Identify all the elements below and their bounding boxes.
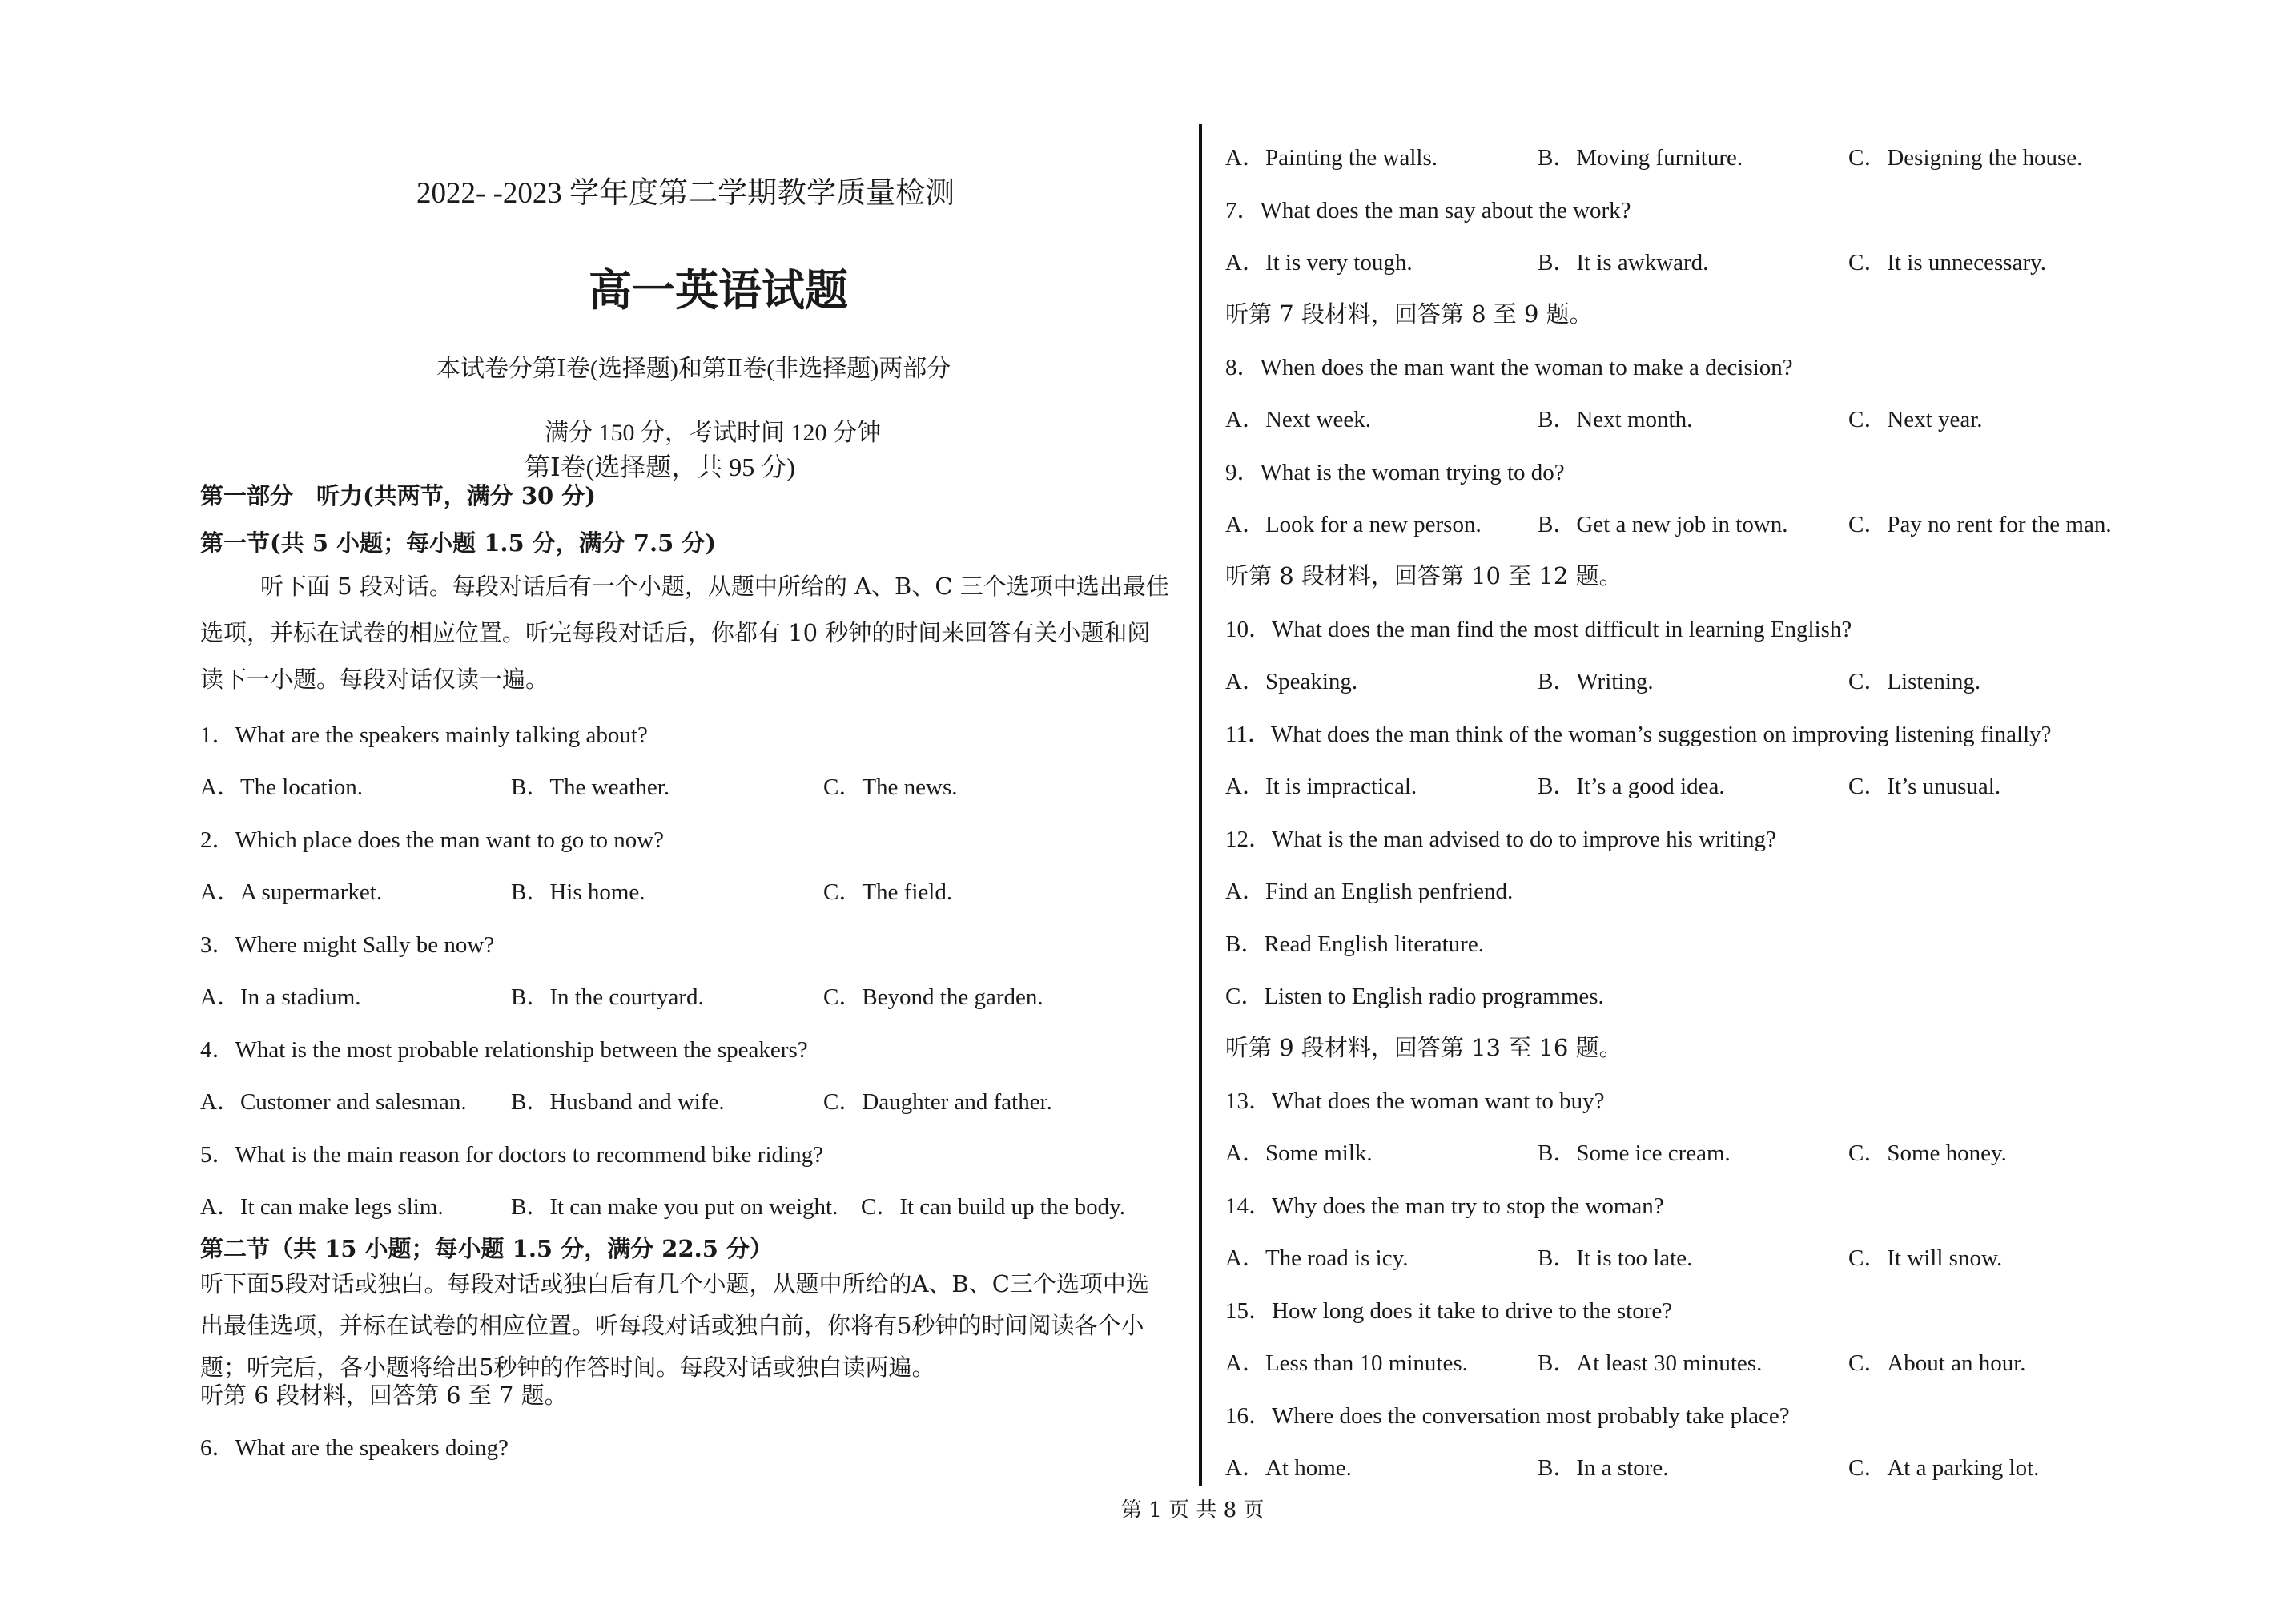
option-b[interactable]: B．Moving furniture. [1538,145,1743,171]
option-a[interactable]: A．Speaking. [1225,669,1358,694]
question-3: 3．Where might Sally be now? [200,932,495,958]
option-b[interactable]: B．It can make you put on weight. [511,1194,838,1220]
option-c[interactable]: C．Some honey. [1848,1140,2007,1166]
question-9-options [1225,506,2146,538]
question-12: 12．What is the man advised to do to improve his writing? [1225,827,1776,852]
option-b[interactable]: B．Husband and wife. [511,1089,725,1115]
option-a[interactable]: A．In a stadium. [200,984,361,1010]
question-8-options [1225,401,2146,433]
material-7-note: 听第 7 段材料，回答第 8 至 9 题。 [1225,300,1593,328]
question-3-options [200,979,1177,1011]
option-b[interactable]: B．His home. [511,879,645,905]
option-b[interactable]: B．Some ice cream. [1538,1140,1731,1166]
option-a[interactable]: A．It can make legs slim. [200,1194,444,1220]
option-b[interactable]: B．In a store. [1538,1455,1669,1481]
question-12-option-b[interactable]: B．Read English literature. [1225,931,1484,957]
question-13: 13．What does the woman want to buy? [1225,1088,1605,1114]
part1-title: 第一部分 听力(共两节，满分 30 分) [200,482,596,509]
exam-year-title: 2022- -2023 学年度第二学期教学质量检测 [416,177,955,210]
question-12-option-c[interactable]: C．Listen to English radio programmes. [1225,983,1604,1009]
option-c[interactable]: C．At a parking lot. [1848,1455,2040,1481]
question-5: 5．What is the main reason for doctors to recommend bike riding? [200,1142,823,1168]
option-b[interactable]: B．Next month. [1538,407,1693,432]
option-c[interactable]: C．It can build up the body. [861,1194,1125,1220]
option-c[interactable]: C．Next year. [1848,407,1983,432]
option-c[interactable]: C．Designing the house. [1848,145,2083,171]
question-1-options [200,769,1177,801]
option-c[interactable]: C．It will snow. [1848,1245,2003,1271]
column-divider [1199,124,1202,1486]
option-c[interactable]: C．It is unnecessary. [1848,250,2046,276]
question-13-options [1225,1135,2146,1167]
question-4-options [200,1084,1177,1116]
question-16: 16．Where does the conversation most probably take place? [1225,1403,1790,1429]
option-b[interactable]: B．At least 30 minutes. [1538,1350,1763,1376]
option-c[interactable]: C．Pay no rent for the man. [1848,512,2112,537]
question-5-options [200,1189,1177,1221]
option-c[interactable]: C．Beyond the garden. [823,984,1043,1010]
option-a[interactable]: A．The road is icy. [1225,1245,1409,1271]
option-a[interactable]: A．Some milk. [1225,1140,1373,1166]
exam-subtitle-parts: 本试卷分第Ⅰ卷(选择题)和第Ⅱ卷(非选择题)两部分 [436,356,951,382]
option-a[interactable]: A．At home. [1225,1455,1352,1481]
section1-title: 第一节(共 5 小题；每小题 1.5 分，满分 7.5 分) [200,529,717,557]
option-a[interactable]: A．Look for a new person. [1225,512,1482,537]
question-1: 1．What are the speakers mainly talking about? [200,722,648,748]
option-b[interactable]: B．Get a new job in town. [1538,512,1788,537]
question-6: 6．What are the speakers doing? [200,1435,509,1461]
option-b[interactable]: B．It is awkward. [1538,250,1709,276]
section2-title: 第二节（共 15 小题；每小题 1.5 分，满分 22.5 分） [200,1235,774,1262]
question-2-options [200,874,1177,906]
volume-title: 第Ⅰ卷(选择题，共 95 分) [525,453,795,481]
question-15: 15．How long does it take to drive to the store? [1225,1298,1673,1324]
material-8-note: 听第 8 段材料，回答第 10 至 12 题。 [1225,562,1622,589]
option-c[interactable]: C．It’s unusual. [1848,774,2001,799]
option-b[interactable]: B．It’s a good idea. [1538,774,1725,799]
section2-instructions: 听下面5段对话或独白。每段对话或独白后有几个小题，从题中所给的A、B、C三个选项中选出最佳选项，并标在试卷的相应位置。听每段对话或独白前，你将有5秒钟的时间阅读各个小题；听完后，各小题将给出5秒钟的作答时间。每段对话或独白读两遍。 [200,1270,1149,1381]
question-16-options [1225,1450,2146,1482]
option-a[interactable]: A．Painting the walls. [1225,145,1438,171]
page-number: 第 1 页 共 8 页 [1121,1498,1265,1522]
material-9-note: 听第 9 段材料，回答第 13 至 16 题。 [1225,1034,1622,1061]
exam-subtitle-score: 满分 150 分，考试时间 120 分钟 [545,420,881,446]
exam-main-title: 高一英语试题 [589,264,848,316]
option-c[interactable]: C．About an hour. [1848,1350,2026,1376]
question-2: 2．Which place does the man want to go to now? [200,827,665,853]
option-c[interactable]: C．Listening. [1848,669,1981,694]
question-14: 14．Why does the man try to stop the woman? [1225,1193,1664,1219]
question-7-options [1225,244,2146,276]
option-a[interactable]: A．Less than 10 minutes. [1225,1350,1468,1376]
option-c[interactable]: C．Daughter and father. [823,1089,1052,1115]
question-11-options [1225,768,2146,800]
option-a[interactable]: A．Next week. [1225,407,1372,432]
question-8: 8．When does the man want the woman to make a decision? [1225,355,1793,380]
option-c[interactable]: C．The news. [823,774,958,800]
option-a[interactable]: A．It is very tough. [1225,250,1413,276]
question-4: 4．What is the most probable relationship between the speakers? [200,1037,808,1063]
option-b[interactable]: B．The weather. [511,774,670,800]
question-6-options [1225,139,2146,171]
question-14-options [1225,1240,2146,1272]
option-b[interactable]: B．Writing. [1538,669,1654,694]
section1-instructions: 听下面 5 段对话。每段对话后有一个小题，从题中所给的 A、B、C 三个选项中选出最佳选项，并标在试卷的相应位置。听完每段对话后，你都有 10 秒钟的时间来回答有关小题和阅读下一小题。每段对话仅读一遍。 [200,573,1169,693]
question-11: 11．What does the man think of the woman’s suggestion on improving listening finally? [1225,722,2052,747]
option-a[interactable]: A．The location. [200,774,363,800]
option-c[interactable]: C．The field. [823,879,953,905]
question-15-options [1225,1345,2146,1377]
option-a[interactable]: A．Customer and salesman. [200,1089,467,1115]
question-9: 9．What is the woman trying to do? [1225,460,1565,485]
question-7: 7．What does the man say about the work? [1225,198,1631,223]
option-b[interactable]: B．It is too late. [1538,1245,1693,1271]
option-a[interactable]: A．It is impractical. [1225,774,1417,799]
question-10: 10．What does the man find the most difficult in learning English? [1225,617,1852,642]
question-12-option-a[interactable]: A．Find an English penfriend. [1225,879,1514,904]
question-10-options [1225,663,2146,695]
option-b[interactable]: B．In the courtyard. [511,984,704,1010]
material-6-note: 听第 6 段材料，回答第 6 至 7 题。 [200,1382,568,1409]
option-a[interactable]: A．A supermarket. [200,879,383,905]
